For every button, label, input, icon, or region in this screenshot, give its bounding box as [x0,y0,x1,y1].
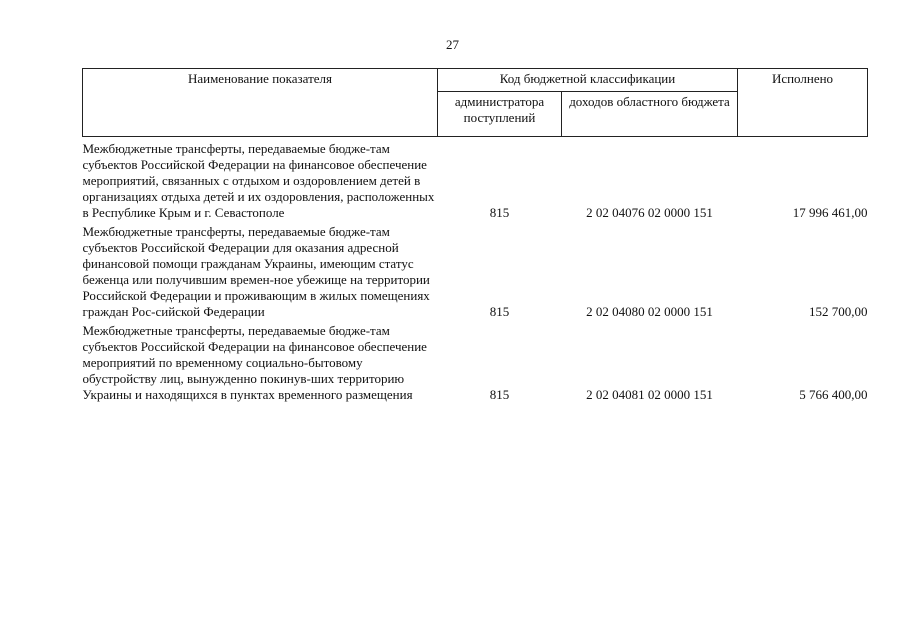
row-admin-code: 815 [489,387,510,402]
row-executed: 5 766 400,00 [799,387,868,402]
page-number: 27 [446,37,459,52]
row-name: Межбюджетные трансферты, передаваемые бюдже-там субъектов Российской Федерации на финансовое обеспечение мероприятий по временному социально-бытовому обустройству лиц, вынужденно покинув-ших территорию Украины и находящихся в пунктах временного размещения [82,323,427,402]
table-row [83,221,868,320]
table-row [83,320,868,403]
header-indicator-name: Наименование показателя [83,69,438,137]
header-classification-code: Код бюджетной классификации [438,69,738,92]
row-admin-code: 815 [489,304,510,319]
table-row [83,137,868,222]
row-executed: 152 700,00 [809,304,868,319]
row-income-code: 2 02 04081 02 0000 151 [586,387,713,402]
header-administrator: администратора поступлений [438,92,562,137]
header-income-code: доходов областного бюджета [562,92,738,137]
row-name: Межбюджетные трансферты, передаваемые бюдже-там субъектов Российской Федерации на финансовое обеспечение мероприятий, связанных с отдыхом и оздоровлением детей в организациях отдыха детей и их оздоровления, расположенных в Республике Крым и г. Севастополе [82,141,435,220]
row-admin-code: 815 [489,205,510,220]
row-income-code: 2 02 04080 02 0000 151 [586,304,713,319]
row-executed: 17 996 461,00 [792,205,868,220]
row-name: Межбюджетные трансферты, передаваемые бюдже-там субъектов Российской Федерации для оказания адресной финансовой помощи гражданам Украины, имеющим статус беженца или получившим времен-ное убежище на территории Российской Федерации и проживающим в жилых помещениях граждан Рос-сийской Федерации [82,224,430,319]
header-executed: Исполнено [738,69,868,137]
budget-table [82,68,868,403]
row-income-code: 2 02 04076 02 0000 151 [586,205,713,220]
